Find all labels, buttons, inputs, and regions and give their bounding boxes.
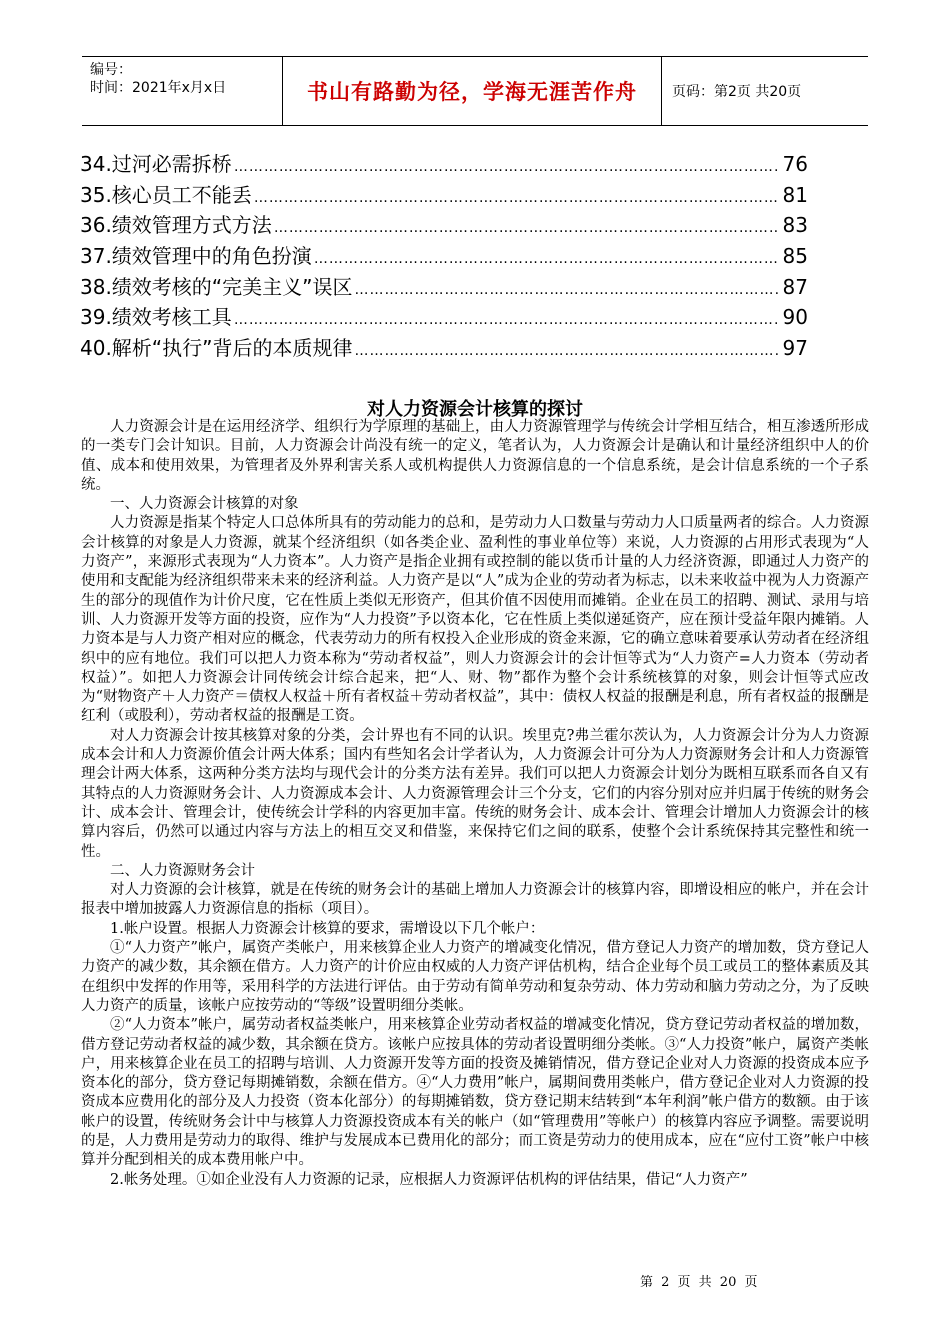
header-page-info: 页码：第2页 共20页 [672, 84, 802, 100]
section-heading: 二、人力资源财务会计 [110, 862, 255, 879]
toc-leader-dots [355, 343, 778, 359]
toc-entry-page: 83 [782, 213, 808, 238]
document-time-label: 时间：2021年x月x日 [90, 80, 227, 96]
toc-entry-title: 34.过河必需拆桥 [80, 152, 232, 176]
article-paragraph: 对人力资源的会计核算，就是在传统的财务会计的基础上增加人力资源会计的核算内容，即增设相应的帐户，并在会计报表中增加披露人力资源信息的指标（项目）。 [81, 882, 869, 918]
toc-entry [80, 332, 808, 363]
toc-leader-dots [254, 190, 778, 206]
article-paragraph: 1.帐户设置。根据人力资源会计核算的要求，需增设以下几个帐户： [110, 920, 545, 937]
article-paragraph: 2.帐务处理。①如企业没有人力资源的记录，应根据人力资源评估机构的评估结果，借记“人力资产” [110, 1171, 748, 1188]
toc-entry-title: 37.绩效管理中的角色扮演 [80, 244, 312, 269]
article-paragraph: ①“人力资产”帐户，属资产类帐户，用来核算企业人力资产的增减变化情况，借方登记人力资产的增加数，贷方登记人力资产的减少数，其余额在借方。人力资产的计价应由权威的人力资产评估机构，结合企业每个员工或员工的整体素质及其在组织中发挥的作用等，采用科学的方法进行评估。由于劳动有简单劳动和复杂劳动、体力劳动和脑力劳动之分，为了反映人力资产的质量，该帐户应按劳动的“等级”设置明细分类帐。 [81, 940, 869, 1014]
toc-entry-title: 36.绩效管理方式方法 [80, 213, 272, 238]
toc-entry-title: 40.解析“执行”背后的本质规律 [80, 336, 353, 361]
toc-entry [80, 240, 808, 271]
toc-leader-dots [234, 312, 778, 328]
toc-entry [80, 271, 808, 302]
toc-entry-page: 76 [782, 152, 808, 176]
toc-entry-page: 85 [782, 244, 808, 269]
header-motto: 书山有路勤为径，学海无涯苦作舟 [282, 57, 662, 125]
article-body [81, 418, 869, 1190]
toc-entry [80, 179, 808, 210]
page-header [82, 56, 868, 126]
document-number-label: 编号： [90, 62, 132, 78]
toc-leader-dots [274, 220, 778, 236]
toc-leader-dots [314, 251, 778, 267]
article-paragraph: ②“人力资本”帐户，属劳动者权益类帐户，用来核算企业劳动者权益的增减变化情况，贷方登记劳动者权益的增加数，借方登记劳动者权益的减少数，其余额在贷方。该帐户应按具体的劳动者设置明细分类帐。③“人力投资”帐户，属资产类帐户，用来核算企业在员工的招聘与培训、人力资源开发等方面的投资及摊销情况，借方登记企业对人力资源的投资成本应予资本化的部分，贷方登记每期摊销数，余额在借方。④“人力费用”帐户，属期间费用类帐户，借方登记企业对人力资源的投资成本应费用化的部分及人力投资（资本化部分）的每期摊销数，贷方登记期末结转到“本年利润”帐户借方的数额。由于该帐户的设置，传统财务会计中与核算人力资源投资成本有关的帐户（如“管理费用”等帐户）的核算内容应予调整。需要说明的是，人力费用是劳动力的取得、维护与发展成本已费用化的部分；而工资是劳动力的使用成本，应在“应付工资”帐户中核算并分配到相关的成本费用帐户中。 [81, 1017, 869, 1169]
toc-entry [80, 301, 808, 332]
toc-entry-title: 39.绩效考核工具 [80, 305, 232, 330]
toc-entry-page: 87 [782, 274, 808, 299]
toc-entry-page: 81 [782, 182, 808, 207]
article-paragraph: 对人力资源会计按其核算对象的分类，会计界也有不同的认识。埃里克?弗兰霍尔茨认为，人力资源会计分为人力资源成本会计和人力资源价值会计两大体系；国内有些知名会计学者认为，人力资源会计可分为人力资源财务会计和人力资源管理会计两大体系，这两种分类方法均与现代会计的分类方法有差异。我们可以把人力资源会计划分为既相互联系而各自又有其特点的人力资源财务会计、人力资源成本会计、人力资源管理会计三个分支，它们的内容分别对应并归属于传统的财务会计、成本会计、管理会计，使传统会计学科的内容更加丰富。传统的财务会计、成本会计、管理会计增加人力资源会计的核算内容后，仍然可以通过内容与方法上的相互交叉和借鉴，来保持它们之间的联系，使整个会计系统保持其完整性和统一性。 [81, 727, 869, 860]
table-of-contents [80, 148, 808, 363]
toc-entry-title: 35.核心员工不能丢 [80, 182, 252, 207]
toc-entry-title: 38.绩效考核的“完美主义”误区 [80, 274, 353, 299]
article-paragraph: 人力资源会计是在运用经济学、组织行为学原理的基础上，由人力资源管理学与传统会计学相互结合，相互渗透所形成的一类专门会计知识。目前，人力资源会计尚没有统一的定义，笔者认为，人力资源会计是确认和计量经济组织中人的价值、成本和使用效果，为管理者及外界利害关系人或机构提供人力资源信息的一个信息系统，是会计信息系统的一个子系统。 [81, 419, 869, 493]
toc-entry [80, 209, 808, 240]
article-title: 对人力资源会计核算的探讨 [367, 399, 583, 420]
article-paragraph: 人力资源是指某个特定人口总体所具有的劳动能力的总和，是劳动力人口数量与劳动力人口质量两者的综合。人力资源会计核算的对象是人力资源，就某个经济组织（如各类企业、盈利性的事业单位等）来说，人力资源的占用形式表现为“人力资产”，来源形式表现为“人力资本”。人力资产是指企业拥有或控制的能以货币计量的人力经济资源，即通过人力资产的使用和支配能为经济组织带来未来的经济利益。人力资产是以“人”成为企业的劳动者为标志，以未来收益中视为人力资源产生的部分的现值作为计价尺度，它在性质上类似无形资产，但其价值不因使用而摊销。企业在员工的招聘、测试、录用与培训、人力资源开发等方面的投资，应作为“人力投资”予以资本化，它在性质上类似递延资产，应在预计受益年限内摊销。人力资本是与人力资产相对应的概念，代表劳动力的所有权投入企业形成的资金来源，它的确立意味着要承认劳动者在经济组织中的应有地位。我们可以把人力资本称为“劳动者权益”，则人力资源会计的会计恒等式为“人力资产=人力资本（劳动者权益）”。如把人力资源会计同传统会计综合起来，把“人、财、物”都作为整个会计系统核算的对象，则会计恒等式应改为“财物资产＋人力资产＝债权人权益＋所有者权益＋劳动者权益”，其中：债权人权益的报酬是利息，所有者权益的报酬是红利（或股利），劳动者权益的报酬是工资。 [81, 515, 869, 725]
toc-leader-dots [355, 282, 778, 298]
header-meta [82, 57, 282, 125]
page-footer: 第 2 页 共 20 页 [640, 1275, 758, 1290]
toc-leader-dots [234, 159, 778, 175]
toc-entry-page: 97 [782, 336, 808, 361]
toc-entry [80, 148, 808, 179]
section-heading: 一、人力资源会计核算的对象 [110, 496, 299, 513]
toc-entry-page: 90 [782, 305, 808, 330]
